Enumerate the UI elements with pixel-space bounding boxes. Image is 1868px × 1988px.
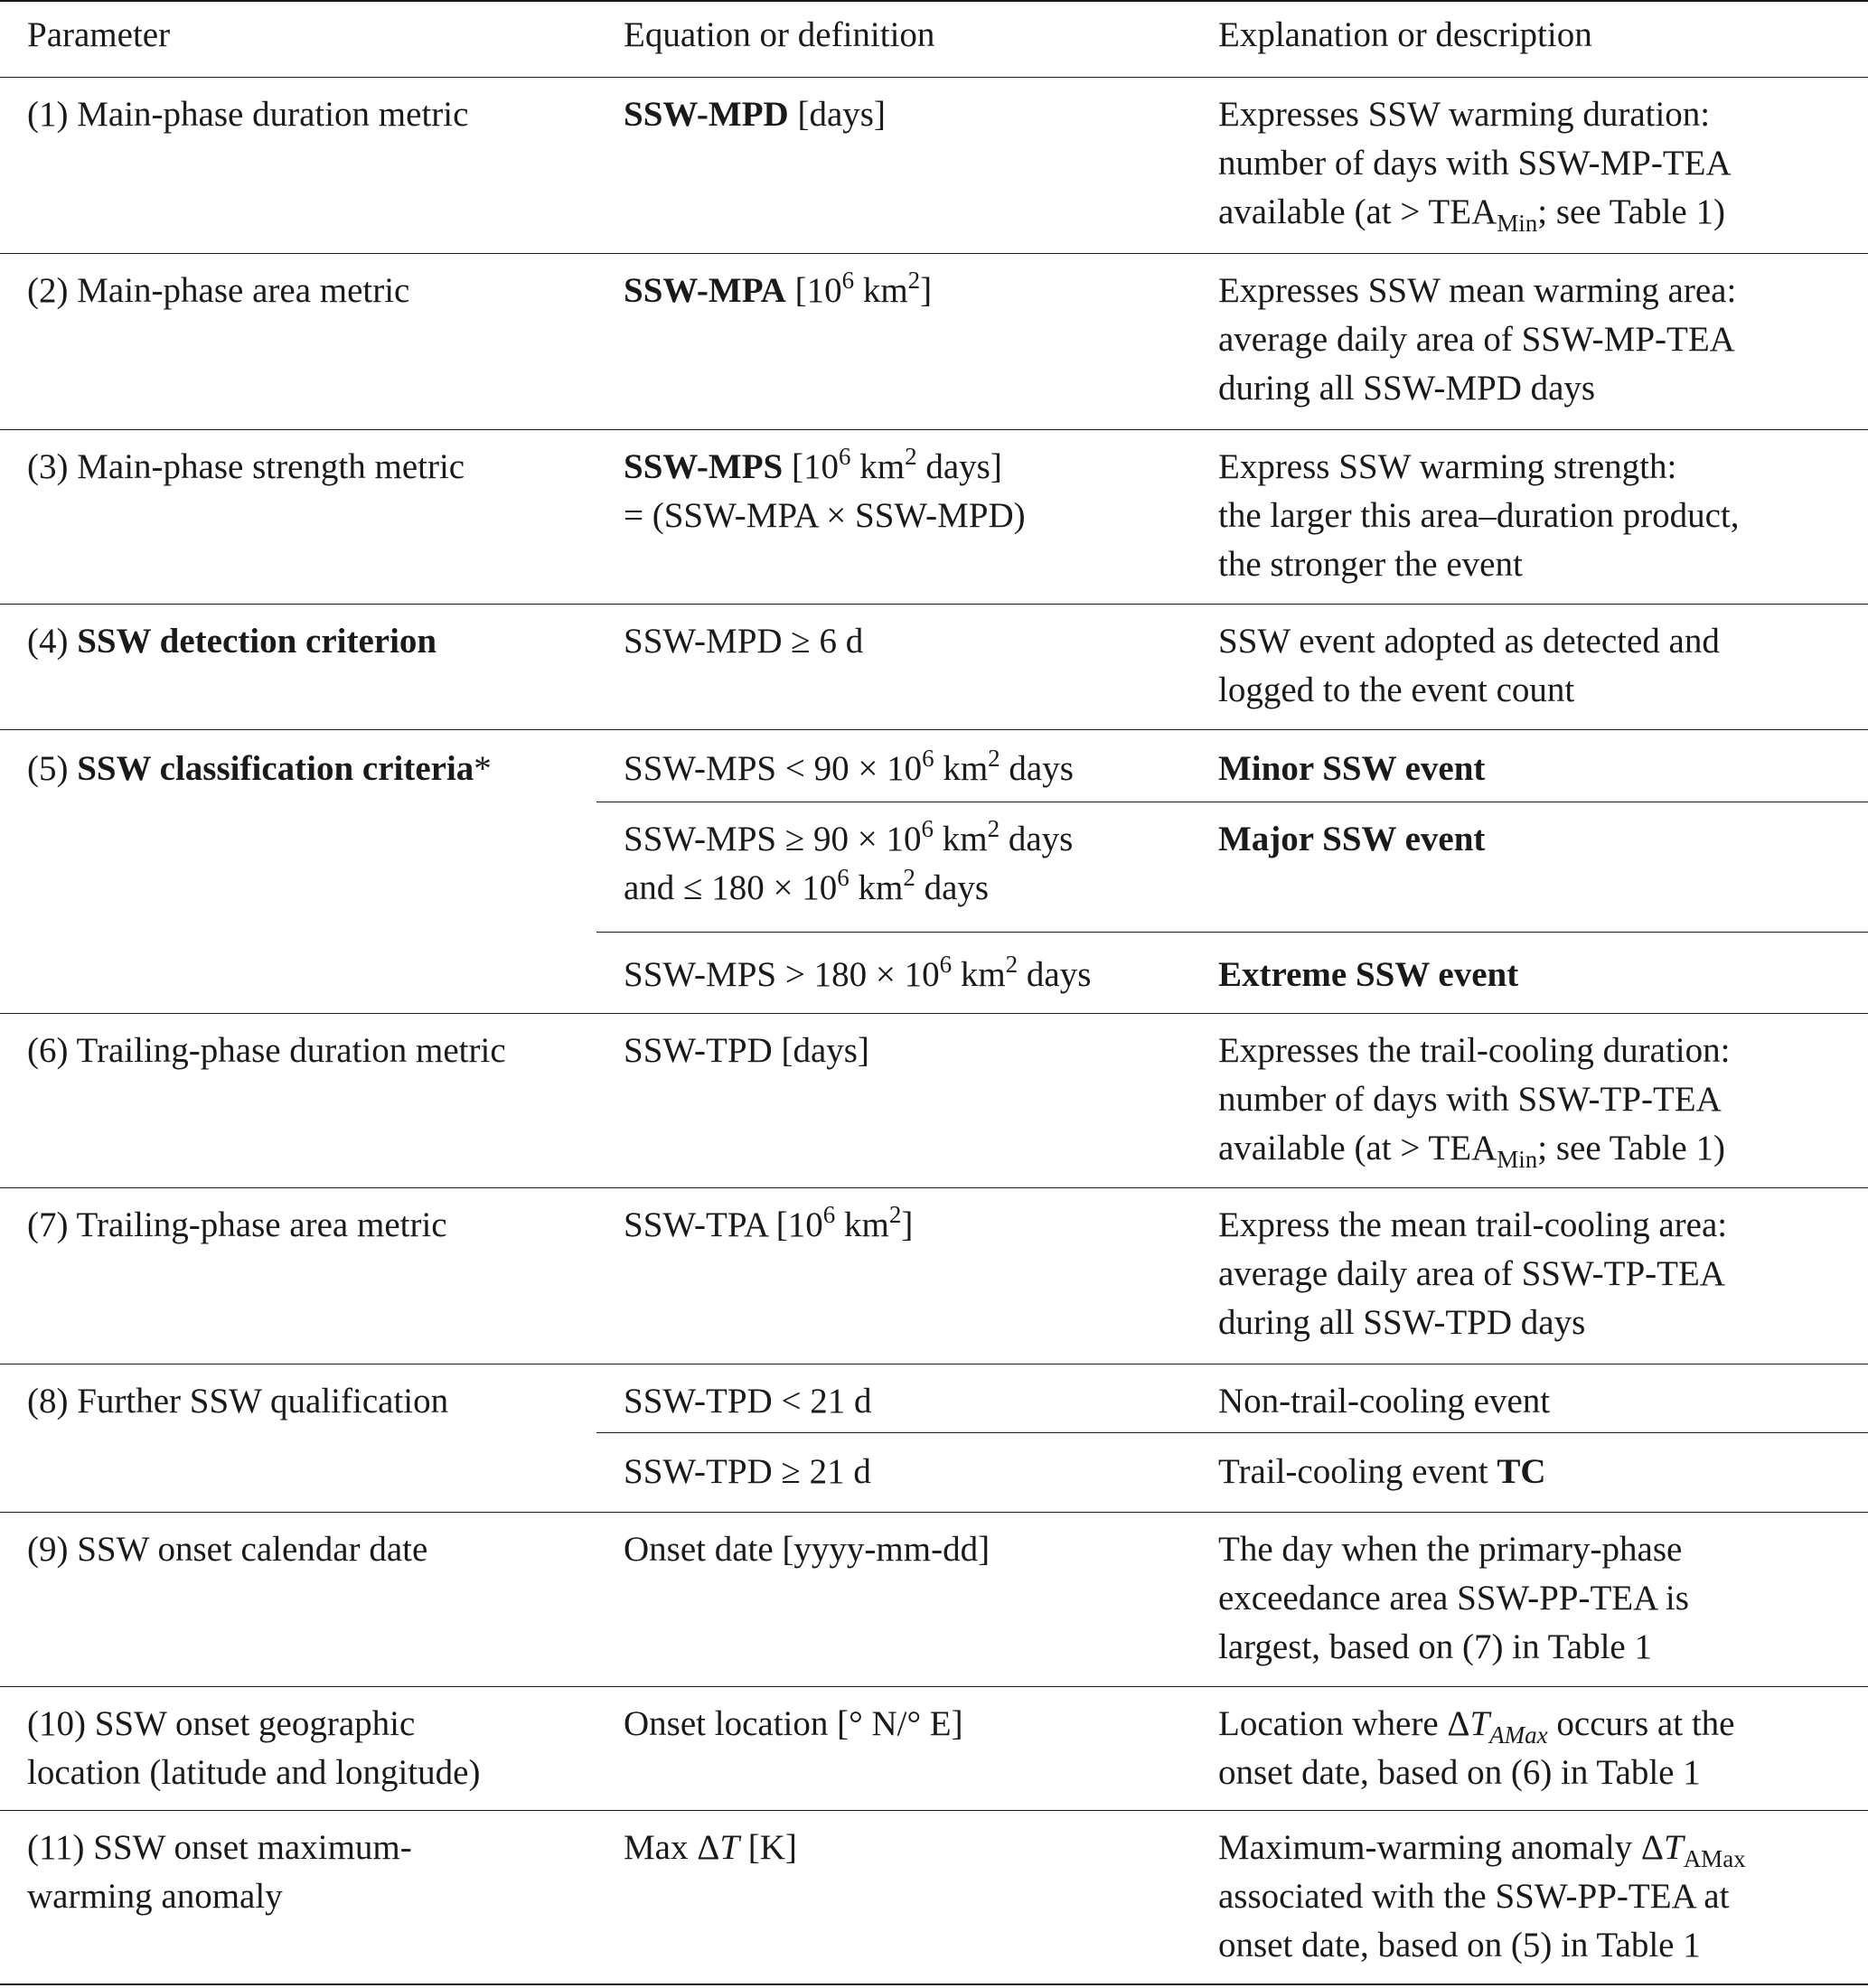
equation-text: and ≤ 180 × 10 bbox=[624, 867, 838, 907]
param-cell bbox=[0, 729, 596, 1013]
desc-line: the stronger the event bbox=[1218, 544, 1523, 584]
equation-cell bbox=[596, 1686, 1191, 1810]
equation-text: SSW-TPD ≥ 21 d bbox=[624, 1451, 871, 1491]
equation-cell bbox=[596, 604, 1191, 729]
equation-text: Max Δ bbox=[624, 1827, 720, 1867]
superscript: 2 bbox=[907, 266, 921, 294]
equation-line bbox=[624, 815, 1173, 864]
equation-text: ] bbox=[901, 1205, 914, 1244]
desc-subscript: AMax bbox=[1683, 1844, 1746, 1872]
desc-line: Expresses SSW warming duration: bbox=[1218, 94, 1711, 134]
desc-line: Expresses SSW mean warming area: bbox=[1218, 270, 1737, 310]
equation-text: km bbox=[952, 954, 1006, 994]
equation-italic: T bbox=[719, 1827, 740, 1867]
description-cell bbox=[1191, 604, 1868, 729]
equation-text: Onset date [yyyy-mm-dd] bbox=[624, 1529, 990, 1569]
equation-cell bbox=[596, 1364, 1191, 1432]
equation-cell bbox=[596, 1810, 1191, 1984]
table-row bbox=[0, 253, 1868, 429]
superscript: 6 bbox=[822, 1200, 836, 1228]
equation-text: Onset location [° N/° E] bbox=[624, 1703, 963, 1743]
desc-line: the larger this area–duration product, bbox=[1218, 495, 1740, 535]
desc-subscript: AMax bbox=[1489, 1721, 1548, 1749]
description-cell: Minor SSW event bbox=[1191, 729, 1868, 802]
desc-line: largest, based on (7) in Table 1 bbox=[1218, 1627, 1652, 1666]
equation-cell bbox=[596, 932, 1191, 1013]
desc-line bbox=[1218, 1700, 1850, 1749]
param-text: (1) Main-phase duration metric bbox=[27, 94, 469, 134]
table-row bbox=[0, 429, 1868, 604]
equation-line bbox=[624, 443, 1173, 492]
equation-text: SSW-MPS > 180 × 10 bbox=[624, 954, 940, 994]
equation-bold: SSW-MPA bbox=[624, 270, 786, 310]
param-cell bbox=[0, 429, 596, 604]
equation-text: ] bbox=[920, 270, 933, 310]
desc-line: average daily area of SSW-TP-TEA bbox=[1218, 1253, 1725, 1293]
param-text: (6) Trailing-phase duration metric bbox=[27, 1030, 506, 1070]
equation-cell bbox=[596, 802, 1191, 932]
description-cell bbox=[1191, 1013, 1868, 1187]
equation-cell bbox=[596, 729, 1191, 802]
equation-text: SSW-TPD < 21 d bbox=[624, 1381, 872, 1421]
equation-text: days bbox=[915, 867, 990, 907]
param-text: (2) Main-phase area metric bbox=[27, 270, 410, 310]
param-line: (11) SSW onset maximum- bbox=[27, 1827, 412, 1867]
equation-cell bbox=[596, 1187, 1191, 1364]
param-text: (4) bbox=[27, 621, 78, 661]
table-row bbox=[0, 604, 1868, 729]
desc-text: available (at > TEA bbox=[1218, 1128, 1497, 1167]
equation-text: SSW-MPS ≥ 90 × 10 bbox=[624, 819, 922, 858]
desc-line: average daily area of SSW-MP-TEA bbox=[1218, 319, 1735, 359]
equation-line: = (SSW-MPA × SSW-MPD) bbox=[624, 495, 1026, 535]
equation-text: [10 bbox=[783, 446, 839, 486]
param-cell bbox=[0, 77, 596, 253]
description-cell: Non-trail-cooling event bbox=[1191, 1364, 1868, 1432]
equation-text: km bbox=[849, 867, 904, 907]
equation-text: km bbox=[850, 446, 906, 486]
desc-line: Express the mean trail-cooling area: bbox=[1218, 1205, 1728, 1244]
table-row bbox=[0, 1810, 1868, 1984]
description-cell bbox=[1191, 1187, 1868, 1364]
desc-line: onset date, based on (6) in Table 1 bbox=[1218, 1752, 1701, 1792]
desc-bold: TC bbox=[1497, 1451, 1546, 1491]
desc-line: during all SSW-TPD days bbox=[1218, 1302, 1586, 1342]
param-line: warming anomaly bbox=[27, 1876, 283, 1916]
superscript: 6 bbox=[837, 863, 850, 891]
superscript: 2 bbox=[1005, 950, 1018, 978]
desc-line: onset date, based on (5) in Table 1 bbox=[1218, 1925, 1701, 1965]
description-cell bbox=[1191, 1512, 1868, 1686]
param-cell bbox=[0, 1686, 596, 1810]
table-row bbox=[0, 1686, 1868, 1810]
desc-line: logged to the event count bbox=[1218, 670, 1575, 709]
param-line: (10) SSW onset geographic bbox=[27, 1703, 416, 1743]
description-cell bbox=[1191, 1810, 1868, 1984]
desc-text: available (at > TEA bbox=[1218, 192, 1497, 231]
param-bold: SSW detection criterion bbox=[77, 621, 437, 661]
equation-text: km bbox=[934, 748, 989, 788]
table-row bbox=[0, 1364, 1868, 1432]
equation-text: days bbox=[1000, 819, 1074, 858]
desc-text: occurs at the bbox=[1547, 1703, 1735, 1743]
param-text: (8) Further SSW qualification bbox=[27, 1381, 449, 1421]
equation-bold: SSW-MPS bbox=[624, 446, 784, 486]
param-text: (7) Trailing-phase area metric bbox=[27, 1205, 447, 1244]
param-cell bbox=[0, 1187, 596, 1364]
equation-text: SSW-TPD [days] bbox=[624, 1030, 869, 1070]
equation-cell bbox=[596, 77, 1191, 253]
description-cell: Extreme SSW event bbox=[1191, 932, 1868, 1013]
desc-line: number of days with SSW-MP-TEA bbox=[1218, 143, 1732, 183]
equation-line bbox=[624, 864, 1173, 913]
desc-italic: T bbox=[1469, 1703, 1490, 1743]
equation-text: SSW-TPA [10 bbox=[624, 1205, 823, 1244]
equation-cell bbox=[596, 429, 1191, 604]
table-row bbox=[0, 1187, 1868, 1364]
equation-cell bbox=[596, 1013, 1191, 1187]
desc-line: number of days with SSW-TP-TEA bbox=[1218, 1079, 1722, 1119]
desc-text: Maximum-warming anomaly Δ bbox=[1218, 1827, 1664, 1867]
equation-cell bbox=[596, 253, 1191, 429]
desc-subscript: Min bbox=[1497, 209, 1538, 237]
param-line: location (latitude and longitude) bbox=[27, 1752, 481, 1792]
param-cell bbox=[0, 604, 596, 729]
description-cell bbox=[1191, 253, 1868, 429]
desc-text: Location where Δ bbox=[1218, 1703, 1470, 1743]
equation-text: km bbox=[933, 819, 988, 858]
desc-line: Expresses the trail-cooling duration: bbox=[1218, 1030, 1731, 1070]
superscript: 6 bbox=[839, 442, 851, 470]
superscript: 6 bbox=[921, 814, 934, 842]
param-text: (5) bbox=[27, 748, 78, 788]
param-text: (3) Main-phase strength metric bbox=[27, 446, 465, 486]
superscript: 2 bbox=[987, 814, 1000, 842]
desc-line: associated with the SSW-PP-TEA at bbox=[1218, 1876, 1730, 1916]
desc-text: ; see Table 1) bbox=[1537, 192, 1725, 231]
table-row bbox=[0, 729, 1868, 802]
description-cell bbox=[1191, 1432, 1868, 1512]
superscript: 2 bbox=[988, 744, 1000, 772]
desc-italic: T bbox=[1663, 1827, 1684, 1867]
desc-line: Express SSW warming strength: bbox=[1218, 446, 1677, 486]
equation-text: SSW-MPS < 90 × 10 bbox=[624, 748, 923, 788]
header-equation: Equation or definition bbox=[596, 1, 1191, 77]
description-cell bbox=[1191, 77, 1868, 253]
desc-line: SSW event adopted as detected and bbox=[1218, 621, 1720, 661]
description-cell bbox=[1191, 429, 1868, 604]
table-row bbox=[0, 1512, 1868, 1686]
param-text: (9) SSW onset calendar date bbox=[27, 1529, 428, 1569]
desc-text: ; see Table 1) bbox=[1537, 1128, 1725, 1167]
desc-text: Trail-cooling event bbox=[1218, 1451, 1497, 1491]
desc-line bbox=[1218, 1824, 1850, 1872]
equation-text: [days] bbox=[788, 94, 886, 134]
equation-text: [K] bbox=[739, 1827, 797, 1867]
desc-line: The day when the primary-phase bbox=[1218, 1529, 1683, 1569]
param-cell bbox=[0, 1512, 596, 1686]
desc-line: during all SSW-MPD days bbox=[1218, 368, 1596, 408]
superscript: 6 bbox=[939, 950, 953, 978]
equation-text: days bbox=[1000, 748, 1074, 788]
param-bold: SSW classification criteria bbox=[77, 748, 474, 788]
desc-line bbox=[1218, 1124, 1850, 1173]
desc-subscript: Min bbox=[1497, 1145, 1538, 1173]
description-cell bbox=[1191, 1686, 1868, 1810]
superscript: 2 bbox=[888, 1200, 902, 1228]
param-cell bbox=[0, 1013, 596, 1187]
equation-text: SSW-MPD ≥ 6 d bbox=[624, 621, 864, 661]
superscript: 2 bbox=[905, 442, 917, 470]
equation-text: days bbox=[1018, 954, 1092, 994]
superscript: 6 bbox=[922, 744, 934, 772]
equation-text: days] bbox=[916, 446, 1002, 486]
equation-cell bbox=[596, 1432, 1191, 1512]
header-parameter: Parameter bbox=[0, 1, 596, 77]
desc-line bbox=[1218, 188, 1850, 237]
description-cell: Major SSW event bbox=[1191, 802, 1868, 932]
superscript: 2 bbox=[903, 863, 915, 891]
equation-text: [10 bbox=[785, 270, 842, 310]
equation-text: km bbox=[835, 1205, 889, 1244]
equation-bold: SSW-MPD bbox=[624, 94, 789, 134]
table-row bbox=[0, 1013, 1868, 1187]
param-cell bbox=[0, 253, 596, 429]
table-row bbox=[0, 77, 1868, 253]
footnote-marker: * bbox=[474, 748, 492, 788]
header-explanation: Explanation or description bbox=[1191, 1, 1868, 77]
desc-line: exceedance area SSW-PP-TEA is bbox=[1218, 1578, 1689, 1618]
param-cell bbox=[0, 1364, 596, 1512]
table-header-row bbox=[0, 1, 1868, 77]
equation-cell bbox=[596, 1512, 1191, 1686]
superscript: 6 bbox=[841, 266, 855, 294]
param-cell bbox=[0, 1810, 596, 1984]
equation-text: km bbox=[854, 270, 908, 310]
